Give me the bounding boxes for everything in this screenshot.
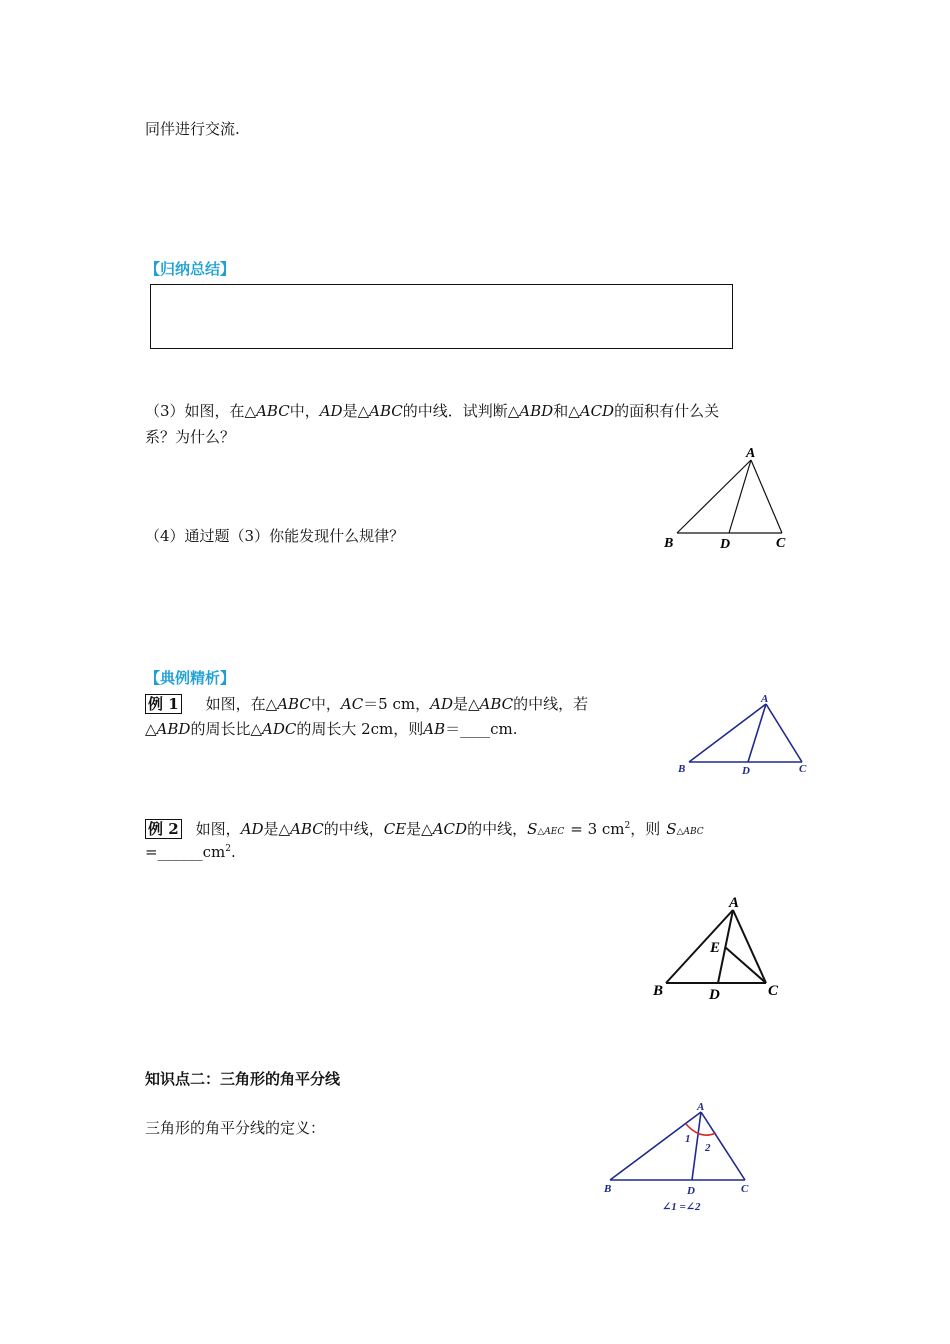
- example-2-tag: 例 2: [145, 819, 182, 839]
- example-2-line-2: $=\_\_\_\_\_\_cm^2$.: [145, 843, 236, 861]
- fig4-label-a: A: [697, 1101, 705, 1113]
- question-3-line-1: （3）如图，在△ABC中，AD是△ABC的中线．试判断△ABD和△ACD的面积有什么关: [145, 402, 720, 420]
- fig4-label-1: 1: [685, 1133, 691, 1145]
- fig4-side-ab: [610, 1112, 701, 1180]
- fig2-label-d: D: [742, 765, 750, 777]
- fig4-label-b: B: [604, 1183, 612, 1195]
- fig1-label-a: A: [746, 446, 756, 461]
- fig3-label-b: B: [653, 983, 664, 999]
- fig4-label-c: C: [741, 1183, 749, 1195]
- fig1-label-c: C: [776, 536, 786, 551]
- fig2-label-b: B: [678, 763, 686, 775]
- example-1-line-2: △ABD的周长比△ADC的周长大 2cm，则AB＝____cm.: [145, 720, 518, 738]
- fig4-bisector-ad: [692, 1112, 701, 1180]
- summary-heading: 【归纳总结】: [145, 260, 236, 278]
- intro-line: 同伴进行交流.: [145, 120, 240, 138]
- example-2-line-1: 例 2 如图，AD是△ABC的中线，CE是△ACD的中线，S△AEC = 3 $cm^2$，则 S△ABC: [145, 818, 704, 839]
- example-1-tag: 例 1: [145, 694, 182, 714]
- knowledge-point-2-title: 知识点二：三角形的角平分线: [145, 1070, 341, 1088]
- question-4: （4）通过题（3）你能发现什么规律？: [145, 527, 405, 545]
- example-1-line-1: 例 1 如图，在△ABC中，AC＝5 cm，AD是△ABC的中线，若: [145, 693, 588, 714]
- question-3-line-2: 系？为什么？: [145, 428, 236, 446]
- fig4-caption: ∠1 =∠2: [662, 1201, 701, 1213]
- fig3-label-d: D: [709, 987, 720, 1003]
- fig2-label-a: A: [761, 693, 769, 705]
- fig4-label-d: D: [687, 1185, 695, 1197]
- knowledge-point-2-definition: 三角形的角平分线的定义：: [145, 1119, 326, 1137]
- fig3-label-a: A: [729, 895, 740, 911]
- fig3-label-c: C: [768, 983, 779, 999]
- fig2-label-c: C: [799, 763, 807, 775]
- fig3-label-e: E: [710, 940, 721, 956]
- fig1-label-d: D: [720, 537, 731, 552]
- fig4-label-2: 2: [705, 1142, 711, 1154]
- examples-heading: 【典例精析】: [145, 669, 236, 687]
- fig1-label-b: B: [664, 536, 674, 551]
